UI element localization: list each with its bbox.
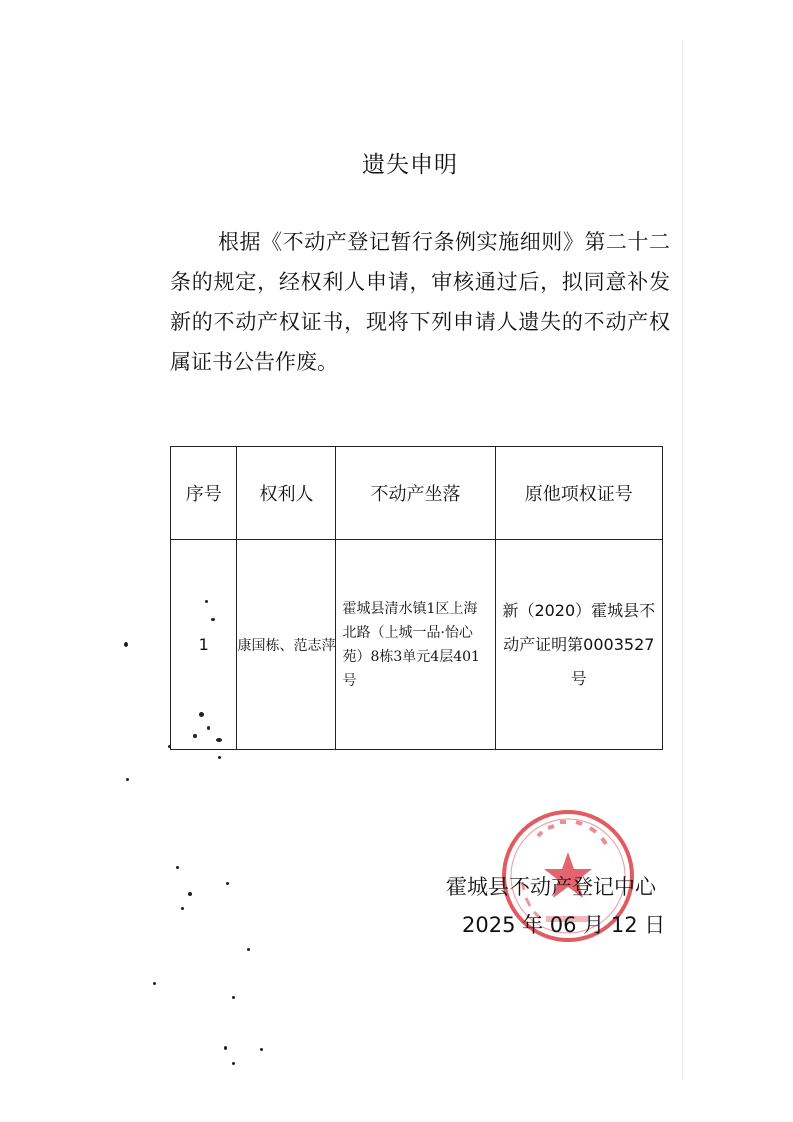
issue-date: 2025 年 06 月 12 日 [462, 913, 666, 937]
row-location: 霍城县清水镇1区上海北路（上城一品·怡心苑）8栋3单元4层401号 [336, 540, 495, 750]
header-location: 不动产坐落 [336, 447, 495, 540]
header-owner: 权利人 [237, 447, 336, 540]
page-title: 遗失申明 [362, 152, 458, 178]
row-certificate: 新（2020）霍城县不动产证明第0003527号 [495, 540, 662, 750]
table-header-row [171, 447, 663, 540]
notice-body: 根据《不动产登记暂行条例实施细则》第二十二条的规定，经权利人申请，审核通过后，拟同意补发新的不动产权证书，现将下列申请人遗失的不动产权属证书公告作废。 [170, 230, 670, 374]
issuer-name: 霍城县不动产登记中心 [446, 875, 656, 899]
page-edge [682, 40, 683, 1080]
table-row [171, 540, 663, 750]
header-certificate: 原他项权证号 [495, 447, 662, 540]
header-index: 序号 [171, 447, 237, 540]
row-owner: 康国栋、范志萍 [237, 540, 336, 750]
row-index: 1 [171, 540, 237, 750]
notice-table [170, 446, 663, 750]
